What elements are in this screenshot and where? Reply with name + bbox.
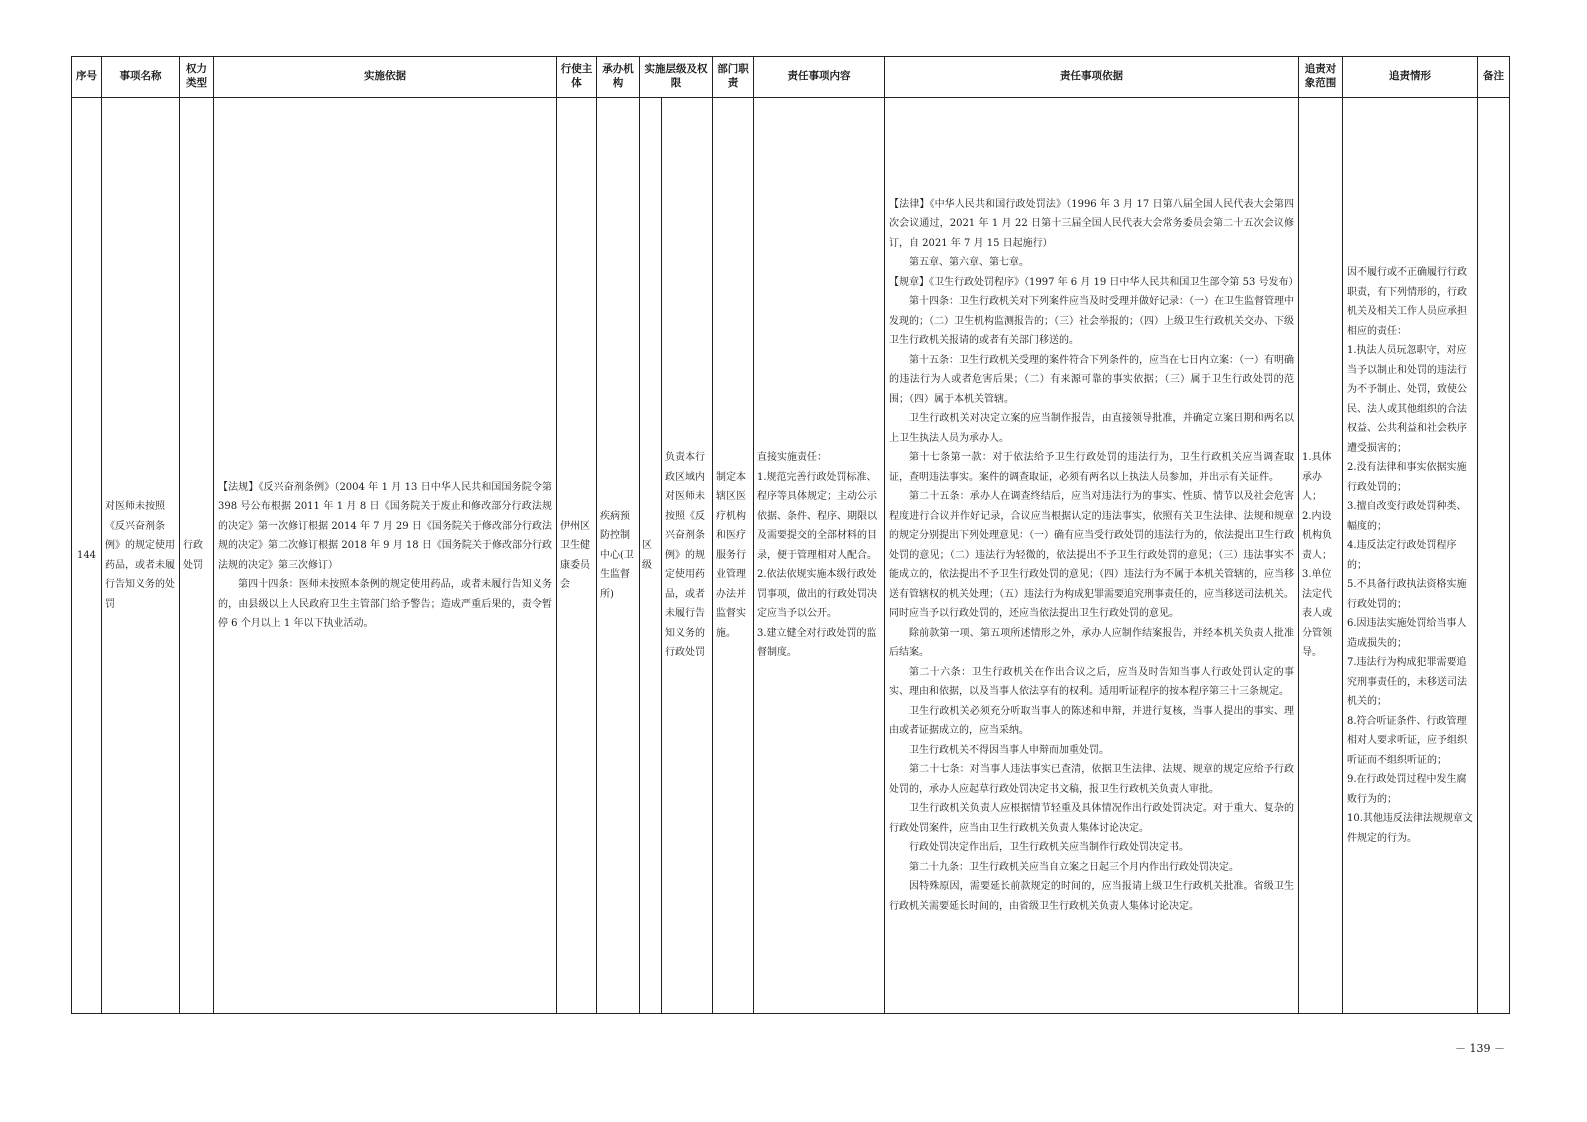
power-type: 行政处罚: [183, 540, 203, 571]
resp-item: 直接实施责任：: [757, 452, 827, 464]
resp-basis-paragraph: 行政处罚决定作出后，卫生行政机关应当制作行政处罚决定书。: [909, 842, 1189, 854]
header-situation: 追责情形: [1343, 57, 1478, 98]
scope-list: [1299, 448, 1342, 663]
basis-paragraph: 【法规】《反兴奋剂条例》（2004 年 1 月 13 日中华人民共和国国务院令第 398 号公布根据 2011 年 1 月 8 日《国务院关于废止和修改部分行政法规的决定》第一次修订根据 2014 年 7 月 29 日《国务院关于修改部分行政法规的决定》第二次修订根据 2018 年 9 月 18 日《国务院关于修改部分行政法规的决定》第三次修订）: [218, 481, 552, 571]
resp-basis-paragraph: 第二十六条：卫生行政机关在作出合议之后，应当及时告知当事人行政处罚认定的事实、理由和依据，以及当事人依法享有的权利。适用听证程序的按本程序第三十三条规定。: [889, 666, 1294, 698]
scope-item: 3.单位法定代表人或分管领导。: [1302, 569, 1332, 659]
situation-item: 1.执法人员玩忽职守，对应当予以制止和处罚的违法行为不予制止、处罚，致使公民、法人或其他组织的合法权益、公共利益和社会秩序遭受损害的；: [1347, 345, 1467, 454]
resp-basis-paragraph: 第二十七条：对当事人违法事实已查清，依据卫生法律、法规、规章的规定应给予行政处罚的，承办人应起草行政处罚决定书文稿，报卫生行政机关负责人审批。: [889, 764, 1294, 795]
resp-basis-text: [885, 195, 1298, 917]
situation-list: [1343, 263, 1477, 848]
header-scope: 追责对象范围: [1299, 57, 1343, 98]
situation-item: 7.违法行为构成犯罪需要追究刑事责任的，未移送司法机关的；: [1347, 657, 1467, 707]
header-resp: 责任事项内容: [754, 57, 885, 98]
cell-resp-basis: [885, 98, 1299, 1014]
situation-item: 2.没有法律和事实依据实施行政处罚的；: [1347, 462, 1467, 493]
cell-name: [102, 98, 180, 1014]
situation-item: 6.因违法实施处罚给当事人造成损失的；: [1347, 618, 1467, 649]
situation-item: 10.其他违反法律法规规章文件规定的行为。: [1347, 813, 1473, 844]
cell-power-type: [180, 98, 214, 1014]
cell-agency: [597, 98, 640, 1014]
header-name: 事项名称: [102, 57, 180, 98]
basis-paragraph: 第四十四条：医师未按照本条例的规定使用药品，或者未履行告知义务的，由县级以上人民政府卫生主管部门给予警告；造成严重后果的，责令暂停 6 个月以上 1 年以下执业活动。: [218, 579, 552, 629]
situation-item: 4.违反法定行政处罚程序的；: [1347, 540, 1457, 571]
subject-value: 伊州区卫生健康委员会: [560, 520, 590, 590]
situation-item: 5.不具备行政执法资格实施行政处罚的；: [1347, 579, 1467, 610]
situation-item: 9.在行政处罚过程中发生腐败行为的；: [1347, 774, 1467, 805]
header-row: [72, 57, 1510, 98]
resp-basis-paragraph: 第十五条：卫生行政机关受理的案件符合下列条件的，应当在七日内立案：（一）有明确的违法行为人或者危害后果；（二）有来源可靠的事实依据；（三）属于卫生行政处罚的范围；（四）属于本机关管辖。: [889, 354, 1294, 405]
cell-basis: [214, 98, 557, 1014]
scope-item: 1.具体承办人；: [1302, 452, 1332, 503]
agency-value: 疾病预防控制中心(卫生监督所): [600, 510, 634, 600]
resp-basis-paragraph: 因特殊原因，需要延长前款规定的时间的，应当报请上级卫生行政机关批准。省级卫生行政机关需要延长时间的，由省级卫生行政机关负责人集体讨论决定。: [889, 881, 1294, 912]
header-basis: 实施依据: [214, 57, 557, 98]
authority-table: [71, 56, 1510, 1014]
situation-item: 因不履行或不正确履行行政职责，有下列情形的，行政机关及相关工作人员应承担相应的责任：: [1347, 267, 1467, 337]
situation-item: 8.符合听证条件、行政管理相对人要求听证，应予组织听证而不组织听证的；: [1347, 715, 1467, 766]
cell-level-scope: [662, 98, 713, 1014]
resp-basis-paragraph: 除前款第一项、第五项所述情形之外，承办人应制作结案报告，并经本机关负责人批准后结案。: [889, 627, 1294, 659]
level-value: 区级: [642, 540, 652, 571]
resp-basis-paragraph: 卫生行政机关不得因当事人申辩而加重处罚。: [909, 744, 1109, 756]
resp-basis-paragraph: 【法律】《中华人民共和国行政处罚法》（1996 年 3 月 17 日第八届全国人民代表大会第四次会议通过，2021 年 1 月 22 日第十三届全国人民代表大会常务委员会第二十五次会议修订，自 2021 年 7 月 15 日起施行）: [889, 198, 1294, 249]
cell-dept: [713, 98, 754, 1014]
resp-basis-paragraph: 第五章、第六章、第七章。: [909, 257, 1029, 269]
resp-item: 3.建立健全对行政处罚的监督制度。: [757, 627, 877, 659]
scope-item: 2.内设机构负责人；: [1302, 510, 1332, 561]
header-seq: 序号: [72, 57, 102, 98]
resp-basis-paragraph: 卫生行政机关负责人应根据情节轻重及具体情况作出行政处罚决定。对于重大、复杂的行政处罚案件，应当由卫生行政机关负责人集体讨论决定。: [889, 803, 1294, 834]
seq-value: 144: [76, 550, 97, 561]
basis-text: [214, 478, 556, 634]
resp-basis-paragraph: 【规章】《卫生行政处罚程序》（1997 年 6 月 19 日中华人民共和国卫生部令第 53 号发布）: [889, 276, 1299, 288]
cell-remark: [1478, 98, 1510, 1014]
resp-basis-paragraph: 第二十九条：卫生行政机关应当自立案之日起三个月内作出行政处罚决定。: [909, 861, 1239, 873]
resp-basis-paragraph: 第二十五条：承办人在调查终结后，应当对违法行为的事实、性质、情节以及社会危害程度进行合议并作好记录，合议应当根据认定的违法事实，依照有关卫生法律、法规和规章的规定分别提出下列处理意见：（一）确有应当受行政处罚的违法行为的，依法提出卫生行政处罚的意见；（二）违法行为轻微的，依法提出不予卫生行政处罚的意见；（三）违法事实不能成立的，依法提出不予卫生行政处罚的意见；（四）违法行为不属于本机关管辖的，应当移送有管辖权的机关处理；（五）违法行为构成犯罪需要追究刑事责任的，应当移送司法机关。同时应当予以行政处罚的，还应当依法提出卫生行政处罚的意见。: [889, 491, 1294, 620]
page-number: － 139 －: [1455, 1042, 1505, 1055]
table-row: [72, 98, 1510, 1014]
dept-value: 制定本辖区医疗机构和医疗服务行业管理办法并监督实施。: [716, 471, 746, 639]
header-remark: 备注: [1478, 57, 1510, 98]
resp-basis-paragraph: 卫生行政机关对决定立案的应当制作报告，由直接领导批准，并确定立案日期和两名以上卫生执法人员为承办人。: [889, 413, 1294, 444]
cell-resp: [754, 98, 885, 1014]
cell-situation: [1343, 98, 1478, 1014]
resp-basis-paragraph: 第十四条：卫生行政机关对下列案件应当及时受理并做好记录：（一）在卫生监督管理中发现的；（二）卫生机构监测报告的；（三）社会举报的；（四）上级卫生行政机关交办、下级卫生行政机关报请的或者有关部门移送的。: [889, 296, 1294, 347]
resp-basis-paragraph: 卫生行政机关必须充分听取当事人的陈述和申辩，并进行复核，当事人提出的事实、理由或者证据成立的，应当采纳。: [889, 705, 1294, 737]
cell-subject: [557, 98, 597, 1014]
header-agency: 承办机构: [597, 57, 640, 98]
level-scope-value: 负责本行政区域内对医师未按照《反兴奋剂条例》的规定使用药品，或者未履行告知义务的行政处罚: [665, 452, 705, 659]
item-name: 对医师未按照《反兴奋剂条例》的规定使用药品，或者未履行告知义务的处罚: [105, 501, 175, 610]
header-subject: 行使主体: [557, 57, 597, 98]
cell-scope: [1299, 98, 1343, 1014]
resp-basis-paragraph: 第十七条第一款：对于依法给予卫生行政处罚的违法行为，卫生行政机关应当调查取证，查明违法事实。案件的调查取证，必须有两名以上执法人员参加，并出示有关证件。: [889, 452, 1294, 483]
resp-item: 2.依法依规实施本级行政处罚事项，做出的行政处罚决定应当予以公开。: [757, 569, 877, 620]
header-dept: 部门职责: [713, 57, 754, 98]
header-power-type: 权力类型: [180, 57, 214, 98]
cell-level: [640, 98, 662, 1014]
cell-seq: [72, 98, 102, 1014]
situation-item: 3.擅自改变行政处罚种类、幅度的；: [1347, 501, 1467, 532]
resp-list: [754, 448, 884, 663]
header-resp-basis: 责任事项依据: [885, 57, 1299, 98]
resp-item: 1.规范完善行政处罚标准、程序等具体规定；主动公示依据、条件、程序、期限以及需要提交的全部材料的目录，便于管理相对人配合。: [757, 471, 877, 561]
header-level: 实施层级及权限: [640, 57, 713, 98]
